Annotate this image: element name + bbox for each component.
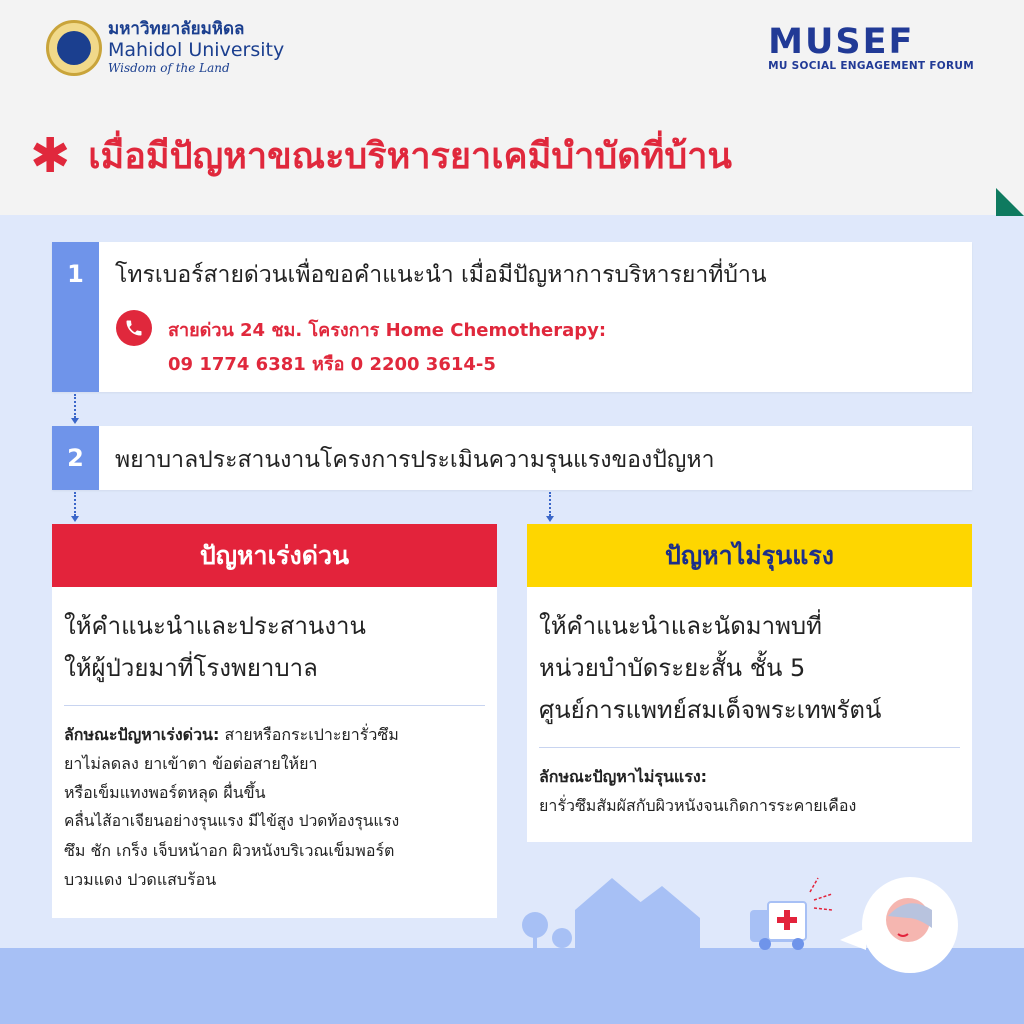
phone-icon — [116, 310, 152, 346]
urgent-heading: ปัญหาเร่งด่วน — [52, 524, 497, 587]
mild-detail-label: ลักษณะปัญหาไม่รุนแรง: — [539, 767, 708, 786]
urgent-detail-text: สายหรือกระเปาะยารั่วซึม — [219, 725, 399, 744]
urgent-detail-line: หรือเข็มแทงพอร์ตหลุด ผื่นขึ้น — [64, 783, 266, 802]
step-2-text: พยาบาลประสานงานโครงการประเมินความรุนแรงของปัญหา — [115, 447, 715, 473]
ambulance-icon — [750, 902, 806, 950]
mild-detail — [527, 748, 972, 820]
urgent-advice-line: ให้ผู้ป่วยมาที่โรงพยาบาล — [64, 654, 318, 682]
step-2-card — [52, 426, 972, 490]
urgent-advice-line: ให้คำแนะนำและประสานงาน — [64, 612, 366, 640]
university-motto: Wisdom of the Land — [108, 61, 230, 75]
arrow-down-icon — [546, 516, 554, 522]
mild-advice — [527, 587, 972, 731]
mild-heading: ปัญหาไม่รุนแรง — [527, 524, 972, 587]
mild-advice-line: ศูนย์การแพทย์สมเด็จพระเทพรัตน์ — [539, 696, 882, 724]
step-1-card — [52, 242, 972, 392]
corner-triangle — [996, 188, 1024, 216]
urgent-detail-line — [64, 720, 485, 749]
arrow-down-icon — [71, 516, 79, 522]
tree-icon — [522, 912, 572, 950]
mild-advice-line: ให้คำแนะนำและนัดมาพบที่ — [539, 612, 822, 640]
alert-lines-icon — [810, 878, 832, 910]
university-brand — [108, 19, 284, 75]
urgent-advice — [52, 587, 497, 689]
urgent-detail — [52, 706, 497, 894]
asterisk-icon: ✱ — [30, 127, 71, 184]
mahidol-seal-logo — [46, 20, 102, 76]
urgent-detail-line: ซึม ชัก เกร็ง เจ็บหน้าอก ผิวหนังบริเวณเข็มพอร์ต — [64, 841, 395, 860]
house-icon — [575, 878, 700, 948]
hotline-label: สายด่วน 24 ชม. โครงการ Home Chemotherapy: — [168, 320, 607, 341]
university-name-th: มหาวิทยาลัยมหิดล — [108, 19, 245, 39]
musef-wordmark: MUSEF — [768, 22, 915, 62]
mild-detail-line: ยารั่วซึมสัมผัสกับผิวหนังจนเกิดการระคายเคือง — [539, 796, 857, 815]
musef-logo — [768, 24, 974, 72]
connector-2-mild — [549, 492, 551, 516]
connector-1-2 — [74, 394, 76, 418]
urgent-card — [52, 524, 497, 918]
patient-icon — [840, 877, 958, 973]
step-2-number: 2 — [52, 426, 99, 490]
university-name-en: Mahidol University — [108, 39, 285, 61]
urgent-detail-line: คลื่นไส้อาเจียนอย่างรุนแรง มีไข้สูง ปวดท้องรุนแรง — [64, 812, 400, 830]
step-1-text: โทรเบอร์สายด่วนเพื่อขอคำแนะนำ เมื่อมีปัญหาการบริหารยาที่บ้าน — [115, 262, 767, 288]
hotline-info — [168, 314, 606, 382]
mild-card — [527, 524, 972, 842]
urgent-detail-line: บวมแดง ปวดแสบร้อน — [64, 870, 217, 889]
page-title: เมื่อมีปัญหาขณะบริหารยาเคมีบำบัดที่บ้าน — [88, 136, 733, 177]
hotline-numbers: 09 1774 6381 หรือ 0 2200 3614-5 — [168, 354, 496, 375]
urgent-detail-label: ลักษณะปัญหาเร่งด่วน: — [64, 725, 220, 744]
step-1-number: 1 — [52, 242, 99, 392]
mild-advice-line: หน่วยบำบัดระยะสั้น ชั้น 5 — [539, 654, 806, 682]
musef-forum-name: MU SOCIAL ENGAGEMENT FORUM — [768, 60, 974, 72]
page-title-row — [30, 127, 732, 184]
urgent-detail-line: ยาไม่ลดลง ยาเข้าตา ข้อต่อสายให้ยา — [64, 754, 318, 773]
connector-2-urgent — [74, 492, 76, 516]
arrow-down-icon — [71, 418, 79, 424]
illustration — [510, 870, 980, 980]
